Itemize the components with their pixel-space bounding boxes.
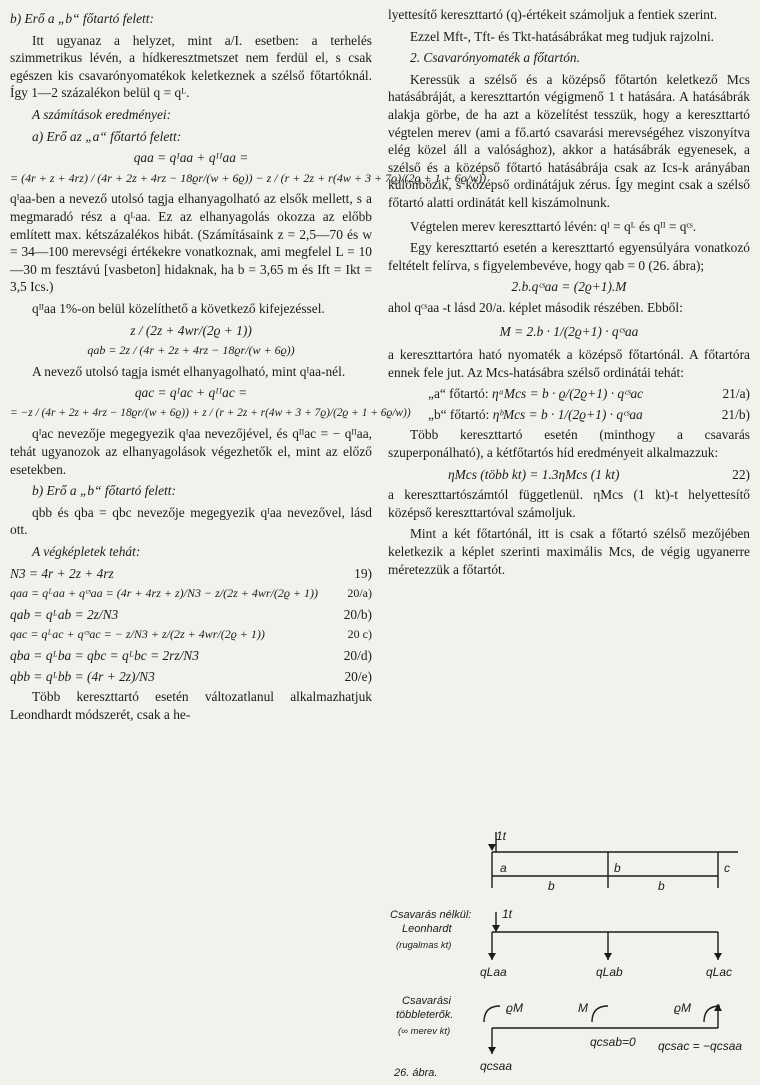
equation-2b: 2.b.qᶜˢaa = (2ϱ+1).M [511, 279, 627, 295]
equation-21b-label: „b“ főtartó: [428, 406, 490, 422]
equation-M: M = 2.b · 1/(2ϱ+1) · qᶜˢaa [499, 323, 639, 339]
label-moment-1: ϱM [506, 1001, 523, 1015]
label-qac-L: qLac [706, 965, 733, 979]
equation-20e-expression: qbb = qᴸbb = (4r + 2z)/N3 [10, 668, 155, 684]
paragraph-vegtelen: Végtelen merev kereszttartó lévén: qᴵ = qᴸ és qᴵᴵ = qᶜˢ. [410, 218, 697, 234]
equation-20e-number: 20/e) [344, 668, 372, 684]
paragraph-neglect: qᴵaa-ben a nevező utolsó tagja elhanyagolható az elsők mellett, s a megmaradó rész a qᴸaa. Ez az elhanyagolás okozza az előbb említett max. kétszázalékos hibát. (Számításaink z = 2,5—70 és w = 34—100 merevségi értékekre vonatkoznak, ami megfelel L = 10—30 m fesztávú [vasbeton] hidaknak, ha b = 3,65 m és Ift = Ikt = 3,5 Ics.) [10, 191, 372, 295]
equation-20a [10, 585, 372, 603]
heading-final: A végképletek tehát: [32, 544, 141, 560]
equation-21b-expression: ηᵇMcs = b · 1/(2ϱ+1) · qᶜˢaa [492, 406, 643, 422]
moment-arrow-middle [592, 1006, 608, 1022]
figure-26 [388, 826, 754, 1080]
equation-20b-number: 20/b) [343, 606, 372, 622]
equation-20a-number: 20/a) [347, 586, 372, 601]
label-b-support: b [614, 861, 621, 875]
paragraph-qaa-approx: qᴵᴵaa 1%-on belül közelíthető a következő kifejezéssel. [32, 300, 325, 316]
paragraph-qac: qᴵac nevezője megegyezik qᴵaa nevezőjével, és qᴵᴵac = − qᴵᴵaa, tehát ugyanozok az elhanyagolások végezhetők el, mint az előző esetekben. [10, 426, 372, 477]
equation-20d [10, 647, 372, 665]
equation-21a-number: 21/a) [722, 386, 750, 402]
left-column [10, 6, 487, 727]
heading-results: A számítások eredményei: [32, 106, 172, 122]
equation-21a [388, 385, 750, 403]
equation-qac-expanded: = −z / (4r + 2z + 4rz − 18ϱr/(w + 6ϱ)) + z / (r + 2z + r(4w + 3 + 7ϱ)/(2ϱ + 1 + 6ϱ/w)) [10, 406, 411, 419]
moment-arrow-left [484, 1006, 500, 1022]
paragraph-egy: Egy kereszttartó esetén a kereszttartó egyensúlyára vonatkozó feltételt felírva, s figyelembevéve, hogy qab = 0 (26. ábra); [388, 240, 750, 273]
label-qaa-cs: qcsaa [480, 1059, 513, 1073]
label-load-top: 1t [496, 829, 507, 843]
equation-qaa-definition: qaa = qᴵaa + qᴵᴵaa = [133, 150, 249, 166]
label-b-span-1: b [548, 879, 555, 893]
equation-22 [388, 466, 750, 484]
equation-20d-expression: qba = qᴸba = qbc = qᴸbc = 2rz/N3 [10, 648, 199, 663]
equation-20c-number: 20 c) [347, 627, 372, 642]
paragraph-mint: Mint a két főtartónál, itt is csak a főtartó szélső mezőjében keletkezik a képlet szerinti maximális Mcs, de végig ugyanerre méretezzük a főtartót. [388, 526, 750, 577]
paragraph-ahol: ahol qᶜˢaa -t lásd 20/a. képlet második részében. Ebből: [388, 299, 683, 315]
equation-20a-expression: qaa = qᴸaa + qᶜˢaa = (4r + 4rz + z)/N3 − z/(2z + 4wr/(2ϱ + 1)) [10, 586, 319, 601]
label-qaa-L: qLaa [480, 965, 507, 979]
label-csavaras-nelkul: Csavarás nélkül: [390, 909, 472, 921]
label-tobbleterok: többleterők. [396, 1009, 454, 1021]
paragraph-qbb: qbb és qba = qbc nevezője megegyezik qᴵaa nevezővel, lásd ott. [10, 504, 372, 538]
label-load-leonhardt: 1t [502, 907, 513, 921]
figure-caption: 26. ábra. [394, 1067, 438, 1079]
equation-21a-label: „a“ főtartó: [428, 386, 489, 402]
label-merev-kt: (∞ merev kt) [398, 1026, 451, 1037]
equation-21b-number: 21/b) [721, 406, 750, 422]
right-column [388, 6, 750, 582]
label-qab-L: qLab [596, 965, 623, 979]
label-moment-2: M [578, 1001, 588, 1015]
paragraph-b: Itt ugyanaz a helyzet, mint a/I. esetben: a terhelés szimmetrikus lévén, a hídkeresztmetszet nem ferdül el, s csak egészen kis csavarónyomatékok keletkeznek a szélső főtartóknál. Így 1—2 százalékon belül q = qᴸ. [10, 32, 372, 101]
equation-qab [10, 342, 372, 360]
equation-20b [10, 606, 372, 624]
heading-b2: b) Erő a „b“ főtartó felett: [32, 483, 176, 499]
equation-20b-expression: qab = qᴸab = 2z/N3 [10, 606, 119, 622]
paragraph-kereszt: a kereszttartóra ható nyomaték a középső főtartónál. A főtartóra ennek fele jut. Az Mcs-hatásábra szélső ordinátái tehát: [388, 347, 750, 380]
equation-approx: z / (2z + 4wr/(2ϱ + 1)) [130, 322, 252, 338]
equation-19-expression: N3 = 4r + 2z + 4rz [10, 565, 114, 581]
paragraph-cont: lyettesítő kereszttartó (q)-értékeit számoljuk a fentiek szerint. [388, 7, 718, 22]
heading-section-2: 2. Csavarónyomaték a főtartón. [410, 50, 580, 66]
equation-20e [10, 668, 372, 686]
heading-a: a) Erő az „a“ főtartó felett: [32, 128, 182, 144]
equation-qaa-expanded: = (4r + z + 4rz) / (4r + 2z + 4rz − 18ϱr/(w + 6ϱ)) − z / (r + 2z + r(4w + 3 + 7ϱ)/(2ϱ + 1 + 6ϱ/w)) [10, 170, 487, 185]
label-rugalmas: (rugalmas kt) [396, 940, 452, 951]
paragraph-keressuk: Keressük a szélső és a középső főtartón keletkező Mcs hatásábráját, a kereszttartón végigmenő 1 t hatására. A hatásábrák alakja görbe, de ha azt a közelítést tesszük, hogy a kereszttartó végtelen merev (ami a fő.artó csavarási merevségéhez viszonyítva elég közel áll a valósághoz), akkor a hatásábrák egyenesek, a szélső és a középső főtartó hatásábrája csak az Ics-k arányában különbözik, s középső ordinátájuk zérus. Így megint csak a szélső főtartó alatti ordinátát kell kiszámolnunk. [388, 71, 750, 210]
paragraph-ezzel: Ezzel Mft-, Tft- és Tkt-hatásábrákat meg tudjuk rajzolni. [410, 28, 715, 44]
label-csavarasi: Csavarási [402, 995, 451, 1007]
equation-22-number: 22) [732, 466, 750, 482]
equation-20c-expression: qac = qᴸac + qᶜˢac = − z/N3 + z/(2z + 4wr/(2ϱ + 1)) [10, 627, 265, 642]
equation-qab-label: qab = [87, 343, 117, 358]
equation-19-number: 19) [354, 565, 372, 581]
equation-22-expression: ηMcs (több kt) = 1.3ηMcs (1 kt) [448, 466, 620, 482]
label-qab-cs: qcsab=0 [590, 1035, 636, 1049]
label-qac-cs: qcsac = −qcsaa [658, 1039, 743, 1053]
paragraph-tobb-kt: Több kereszttartó esetén (minthogy a csavarás szuperponálható), a kétfőtartós híd eredményeit alkalmazzuk: [388, 427, 750, 461]
equation-20c [10, 626, 372, 644]
equation-qac-definition: qac = qᴵac + qᴵᴵac = [134, 385, 248, 401]
paragraph-fugg: a kereszttartószámtól függetlenül. ηMcs (1 kt)-t helyettesítő középső kereszttartóval számoljuk. [388, 487, 750, 520]
equation-21a-expression: ηᵃMcs = b · ϱ/(2ϱ+1) · qᶜˢac [491, 386, 644, 402]
label-a: a [500, 861, 507, 875]
label-b-span-2: b [658, 879, 665, 893]
paragraph-tobb: Több kereszttartó esetén változatlanul alkalmazhatjuk Leondhardt módszerét, csak a he- [10, 689, 372, 722]
equation-19 [10, 565, 372, 583]
label-c: c [724, 861, 730, 875]
equation-20d-number: 20/d) [343, 648, 372, 663]
equation-21b [388, 406, 750, 424]
label-leonhardt: Leonhardt [402, 923, 452, 935]
heading-b: b) Erő a „b“ főtartó felett: [10, 11, 154, 26]
equation-qab-expression: 2z / (4r + 2z + 4rz − 18ϱr/(w + 6ϱ)) [119, 343, 295, 358]
paragraph-again: A nevező utolsó tagja ismét elhanyagolható, mint qᴵaa-nél. [32, 363, 346, 379]
label-moment-3: ϱM [674, 1001, 691, 1015]
